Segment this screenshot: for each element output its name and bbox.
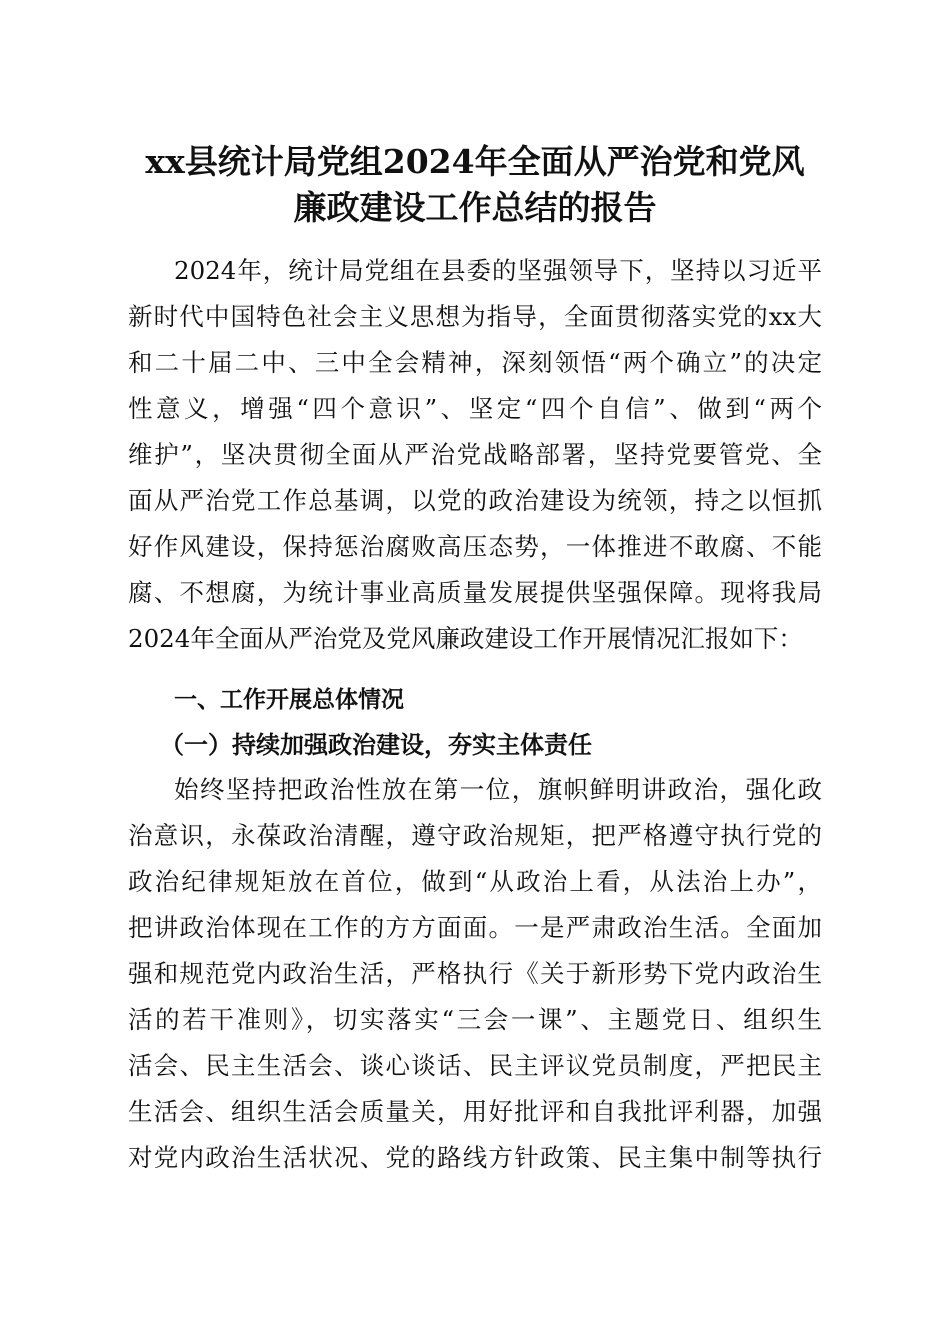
intro-line-8: 腐、不想腐，为统计事业高质量发展提供坚强保障。现将我局	[128, 578, 822, 607]
body-line-2: 治意识，永葆政治清醒，遵守政治规矩，把严格遵守执行党的	[128, 821, 822, 850]
intro-line-2: 新时代中国特色社会主义思想为指导，全面贯彻落实党的xx大	[128, 302, 822, 331]
intro-line-9: 2024年全面从严治党及党风廉政建设工作开展情况汇报如下：	[128, 624, 803, 653]
body-line-3: 政治纪律规矩放在首位，做到“从政治上看，从法治上办”，	[128, 867, 822, 896]
section-heading: 一、工作开展总体情况	[174, 687, 404, 713]
body-line-6: 活的若干准则》，切实落实“三会一课”、主题党日、组织生	[128, 1005, 822, 1034]
document-title-line-2: 廉政建设工作总结的报告	[293, 188, 657, 227]
intro-line-4: 性意义，增强“四个意识”、坚定“四个自信”、做到“两个	[128, 394, 822, 423]
body-line-5: 强和规范党内政治生活，严格执行《关于新形势下党内政治生	[128, 959, 822, 988]
document-title-line-1: xx县统计局党组2024年全面从严治党和党风	[145, 142, 805, 181]
body-line-1: 始终坚持把政治性放在第一位，旗帜鲜明讲政治，强化政	[174, 775, 822, 804]
intro-line-7: 好作风建设，保持惩治腐败高压态势，一体推进不敢腐、不能	[128, 532, 822, 561]
subsection-heading: （一）持续加强政治建设，夯实主体责任	[160, 730, 592, 759]
body-line-4: 把讲政治体现在工作的方方面面。一是严肃政治生活。全面加	[128, 913, 822, 942]
body-line-7: 活会、民主生活会、谈心谈话、民主评议党员制度，严把民主	[128, 1051, 822, 1080]
intro-line-6: 面从严治党工作总基调，以党的政治建设为统领，持之以恒抓	[128, 486, 822, 515]
body-line-9: 对党内政治生活状况、党的路线方针政策、民主集中制等执行	[128, 1143, 822, 1172]
intro-line-1: 2024年，统计局党组在县委的坚强领导下，坚持以习近平	[174, 256, 822, 285]
intro-line-3: 和二十届二中、三中全会精神，深刻领悟“两个确立”的决定	[128, 348, 822, 377]
body-line-8: 生活会、组织生活会质量关，用好批评和自我批评利器，加强	[128, 1097, 822, 1126]
intro-line-5: 维护”，坚决贯彻全面从严治党战略部署，坚持党要管党、全	[128, 440, 822, 469]
